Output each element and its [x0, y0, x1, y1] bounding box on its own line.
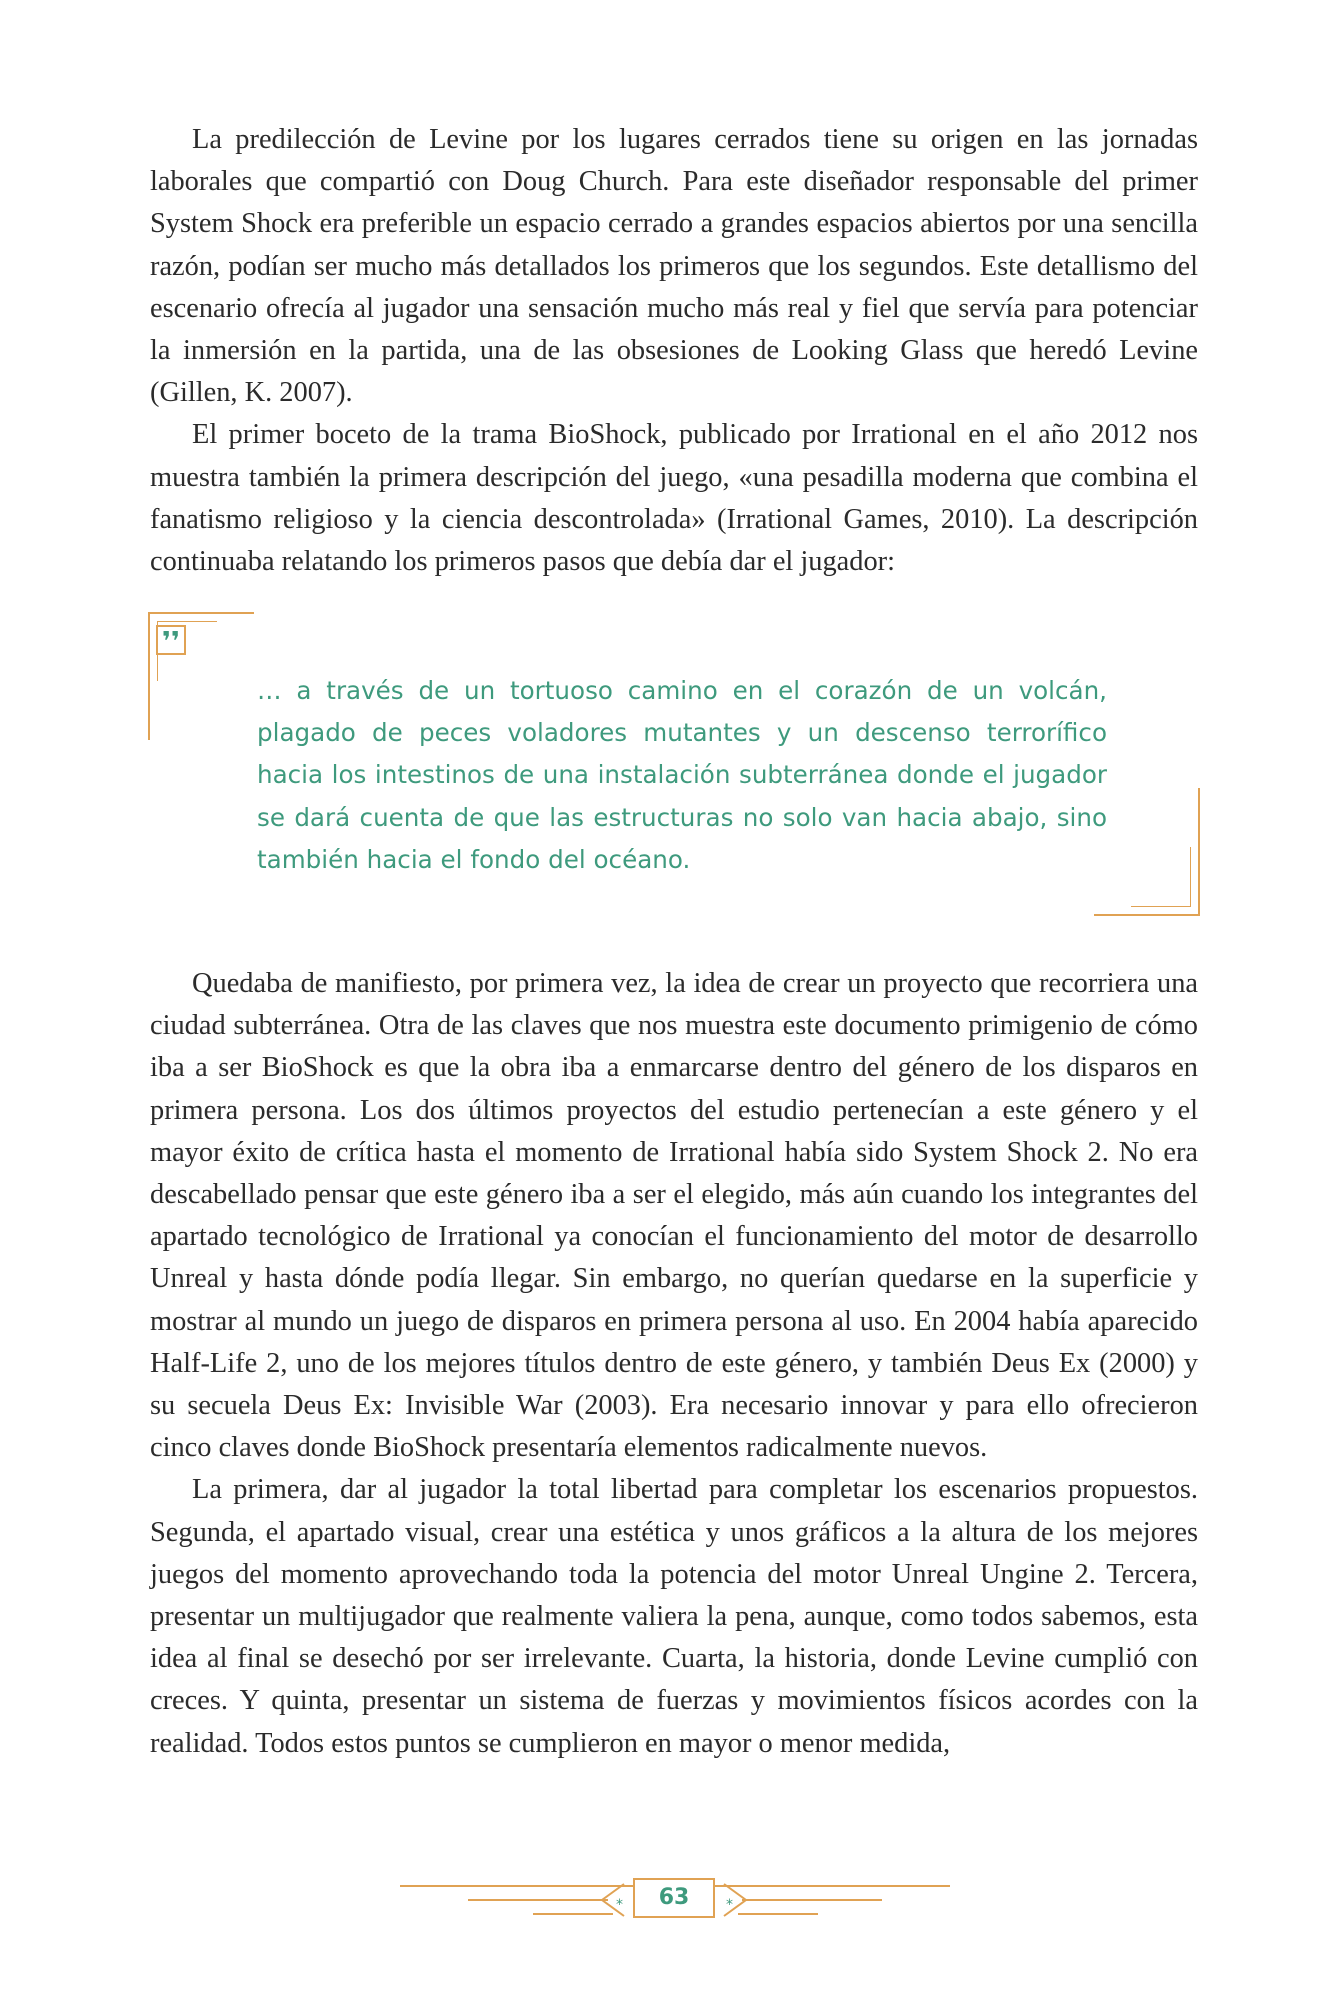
frame-top-line	[148, 612, 254, 614]
block-quote	[257, 670, 1107, 881]
paragraph: La primera, dar al jugador la total libertad para completar los escenarios propuestos. Segunda, el apartado visual, crear una estética y unos gráficos a la altura de los mejores juegos del momento aprovechando toda la potencia del motor Unreal Ungine 2. Tercera, presentar un multijugador que realmente valiera la pena, aunque, como todos sabemos, esta idea al final se desechó por ser irrelevante. Cuarta, la historia, donde Levine cumplió con creces. Y quinta, presentar un sistema de fuerzas y movimientos físicos acordes con la realidad. Todos estos puntos se cumplieron en mayor o menor medida,	[150, 1474, 1198, 1759]
body-text-top	[150, 119, 1198, 583]
paragraph: El primer boceto de la trama BioShock, publicado por Irrational en el año 2012 nos muestra también la primera descripción del juego, «una pesadilla moderna que combina el fanatismo religioso y la ciencia descontrolada» (Irrational Games, 2010). La descripción continuaba relatando los primeros pasos que debía dar el jugador:	[150, 419, 1198, 578]
footer-line-right	[742, 1899, 882, 1901]
frame-left-line	[148, 612, 150, 740]
frame-inner-bottom-line	[1131, 906, 1191, 907]
paragraph: La predilección de Levine por los lugares cerrados tiene su origen en las jornadas laborales que compartió con Doug Church. Para este diseñador responsable del primer System Shock era preferible un espacio cerrado a grandes espacios abiertos por una sencilla razón, podían ser mucho más detallados los primeros que los segundos. Este detallismo del escenario ofrecía al jugador una sensación mucho más real y fiel que servía para potenciar la inmersión en la partida, una de las obsesiones de Looking Glass que heredó Levine (Gillen, K. 2007).	[150, 124, 1198, 409]
star-icon-right: *	[726, 1897, 733, 1913]
frame-inner-right-line	[1190, 847, 1191, 907]
frame-inner-top-line	[157, 621, 217, 622]
frame-right-line	[1198, 788, 1200, 916]
footer-line-left	[468, 1899, 608, 1901]
paragraph: Quedaba de manifiesto, por primera vez, la idea de crear un proyecto que recorriera una ciudad subterránea. Otra de las claves que nos muestra este documento primigenio de cómo iba a ser BioShock es que la obra iba a enmarcarse dentro del género de los disparos en primera persona. Los dos últimos proyectos del estudio pertenecían a este género y el mayor éxito de crítica hasta el momento de Irrational había sido System Shock 2. No era descabellado pensar que este género iba a ser el elegido, más aún cuando los integrantes del apartado tecnológico de Irrational ya conocían el funcionamiento del motor de desarrollo Unreal y hasta dónde podía llegar. Sin embargo, no querían quedarse en la superficie y mostrar al mundo un juego de disparos en primera persona al uso. En 2004 había aparecido Half-Life 2, uno de los mejores títulos dentro de este género, y también Deus Ex (2000) y su secuela Deus Ex: Invisible War (2003). Era necesario innovar y para ello ofrecieron cinco claves donde BioShock presentaría elementos radicalmente nuevos.	[150, 968, 1198, 1464]
body-text-bottom	[150, 963, 1198, 1765]
quote-mark-icon: ❜❜	[156, 625, 186, 655]
star-icon-left: *	[616, 1897, 623, 1913]
quote-text: … a través de un tortuoso camino en el corazón de un volcán, plagado de peces voladores mutantes y un descenso terrorífico hacia los intestinos de una instalación subterránea donde el jugador se dará cuenta de que las estructuras no solo van hacia abajo, sino también hacia el fondo del océano.	[257, 676, 1107, 874]
page-number: 63	[633, 1878, 715, 1918]
frame-bottom-line	[1094, 914, 1200, 916]
